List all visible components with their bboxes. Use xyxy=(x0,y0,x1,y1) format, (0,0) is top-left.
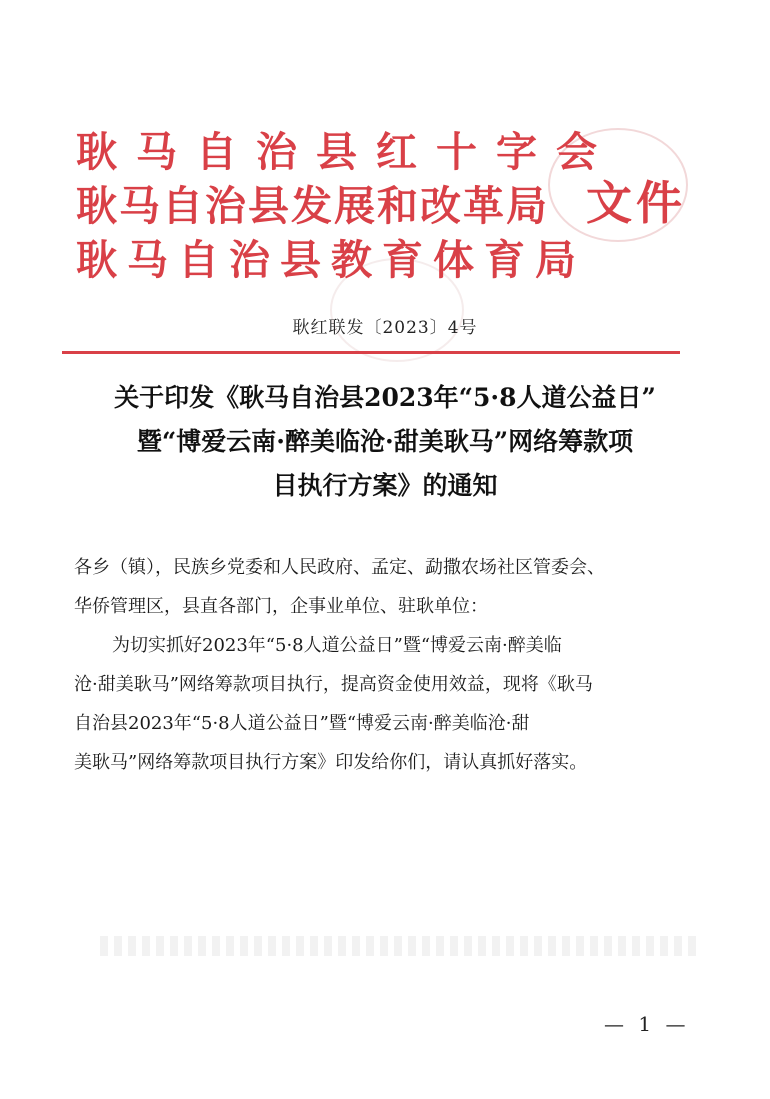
red-divider xyxy=(62,351,680,354)
document-type-label: 文件 xyxy=(586,176,686,230)
title-line-1: 关于印发《耿马自治县2023年“5·8人道公益日” xyxy=(114,383,656,412)
page-number: — 1 — xyxy=(604,1012,690,1036)
recipients-line-2: 华侨管理区，县直各部门，企事业单位、驻耿单位： xyxy=(74,596,488,617)
document-header xyxy=(76,120,696,290)
body-line-4: 美耿马”网络筹款项目执行方案》印发给你们，请认真抓好落实。 xyxy=(74,752,588,773)
document-number: 耿红联发〔2023〕4号 xyxy=(292,318,478,338)
issuing-org-2: 耿马自治县发展和改革局 xyxy=(76,182,549,230)
body-line-1: 为切实抓好2023年“5·8人道公益日”暨“博爱云南·醉美临 xyxy=(112,635,562,656)
notice-body xyxy=(74,548,694,782)
issuing-org-1: 耿马自治县红十字会 xyxy=(76,128,616,176)
recipients-line-1: 各乡（镇），民族乡党委和人民政府、孟定、勐撒农场社区管委会、 xyxy=(74,557,605,578)
title-line-3: 目执行方案》的通知 xyxy=(272,471,498,500)
title-line-2: 暨“博爱云南·醉美临沧·甜美耿马”网络筹款项 xyxy=(136,427,634,456)
notice-title xyxy=(70,376,700,508)
body-line-3: 自治县2023年“5·8人道公益日”暨“博爱云南·醉美临沧·甜 xyxy=(74,713,530,734)
body-line-2: 沧·甜美耿马”网络筹款项目执行，提高资金使用效益，现将《耿马 xyxy=(74,674,593,695)
issuing-org-3: 耿马自治县教育体育局 xyxy=(76,236,586,284)
bleed-through-text xyxy=(100,936,700,956)
